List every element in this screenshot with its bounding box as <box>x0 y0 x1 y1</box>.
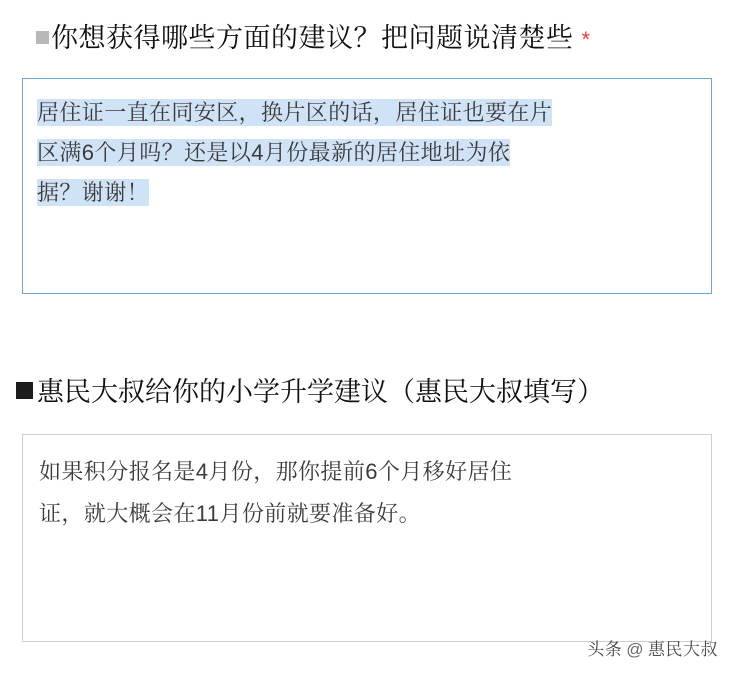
question2-title <box>16 372 604 412</box>
reply-textarea[interactable] <box>22 434 712 642</box>
required-marker: * <box>581 26 591 52</box>
answer-textarea[interactable] <box>22 78 712 294</box>
question1-title-text: 你想获得哪些方面的建议？把问题说清楚些 <box>51 23 574 53</box>
watermark-author: 惠民大叔 <box>648 640 718 659</box>
square-bullet-icon <box>16 382 33 399</box>
watermark-separator: @ <box>626 640 644 659</box>
reply-text <box>39 451 693 535</box>
watermark <box>587 635 718 660</box>
answer-text-line-3: 据？谢谢！ <box>37 180 150 205</box>
question1-title <box>36 18 591 60</box>
reply-text-line-1: 如果积分报名是4月份，那你提前6个月移好居住 <box>39 459 513 484</box>
watermark-source: 头条 <box>587 640 623 659</box>
answer-text <box>37 93 695 213</box>
question2-title-text: 惠民大叔给你的小学升学建议（惠民大叔填写） <box>37 377 604 407</box>
answer-text-line-1: 居住证一直在同安区，换片区的话，居住证也要在片 <box>37 100 553 125</box>
square-bullet-icon <box>36 31 49 44</box>
reply-text-line-2: 证，就大概会在11月份前就要准备好。 <box>39 501 422 526</box>
answer-text-line-2: 区满6个月吗？还是以4月份最新的居住地址为依 <box>37 140 511 165</box>
